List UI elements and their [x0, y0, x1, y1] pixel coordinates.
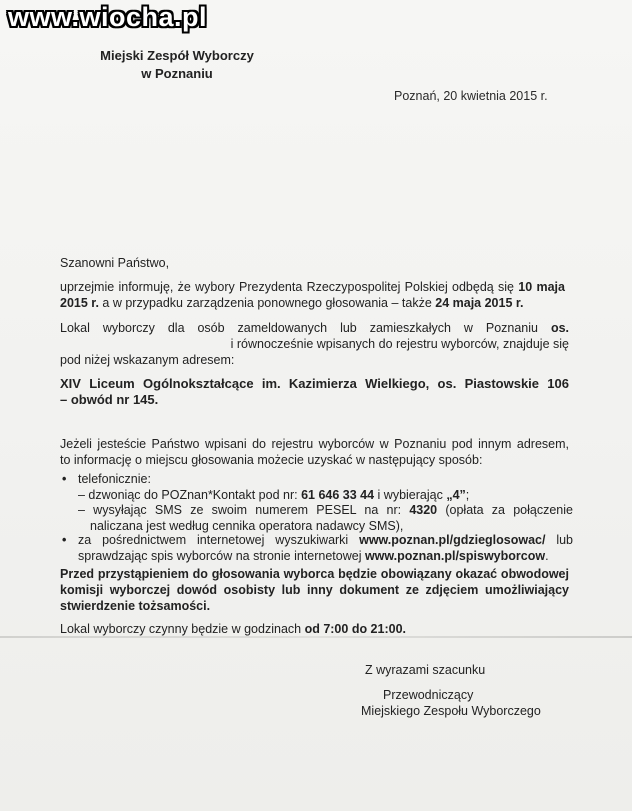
- phone-sms-option: – wysyłając SMS ze swoim numerem PESEL na nr: 4320 (opłata za połączenie: [78, 503, 573, 517]
- closing-regards: Z wyrazami szacunku: [365, 663, 486, 677]
- para2-line-3: pod niżej wskazanym adresem:: [60, 353, 235, 367]
- signatory-title: Przewodniczący: [383, 688, 474, 702]
- paragraph-other-address: [60, 436, 569, 468]
- paragraph-polling-station: [60, 320, 569, 368]
- opening-hours: Lokal wyborczy czynny będzie w godzinach od 7:00 do 21:00.: [60, 622, 407, 636]
- link-spiswyborcow: www.poznan.pl/spiswyborcow: [364, 548, 546, 563]
- paragraph-election-dates: [60, 279, 565, 311]
- para3-line-2: to informację o miejscu głosowania możecie uzyskać w następujący sposób:: [60, 453, 483, 467]
- greeting: Szanowni Państwo,: [60, 256, 170, 270]
- list-item-phone: [62, 472, 573, 534]
- internet-line-2: sprawdzając spis wyborców na stronie internetowej www.poznan.pl/spiswyborcow.: [78, 548, 549, 563]
- phone-heading: telefonicznie:: [78, 472, 151, 486]
- sender-organization: [62, 47, 292, 83]
- phone-call-option: – dzwoniąc do POZnan*Kontakt pod nr: 61 646 33 44 i wybierając „4”;: [78, 487, 470, 502]
- internet-line-1: za pośrednictwem internetowej wyszukiwarki www.poznan.pl/gdzieglosowac/ lub: [78, 533, 574, 547]
- org-line-1: Miejski Zespół Wyborczy: [100, 48, 254, 63]
- signatory-organization: Miejskiego Zespołu Wyborczego: [361, 704, 541, 718]
- address-line-1: XIV Liceum Ogólnokształcące im. Kazimierza Wielkiego, os. Piastowskie 106: [60, 376, 569, 391]
- para3-line-1: Jeżeli jesteście Państwo wpisani do rejestru wyborców w Poznaniu pod innym adresem,: [60, 437, 569, 451]
- para1-line-1: uprzejmie informuję, że wybory Prezydenta Rzeczypospolitej Polskiej odbędą się 10 maja: [60, 280, 565, 294]
- address-line-2: – obwód nr 145.: [60, 392, 159, 407]
- site-watermark: www.wiocha.pl: [8, 2, 208, 32]
- bullet-icon: •: [62, 533, 67, 547]
- para1-line-2: 2015 r. a w przypadku zarządzenia ponownego głosowania – także 24 maja 2015 r.: [60, 296, 524, 310]
- id-notice: [60, 566, 569, 614]
- org-line-2: w Poznaniu: [141, 66, 213, 81]
- bullet-icon: •: [62, 472, 67, 486]
- notice-line-3: stwierdzenie tożsamości.: [60, 599, 211, 613]
- para2-line-2: i równocześnie wpisanych do rejestru wyborców, znajduje się: [230, 337, 569, 351]
- notice-line-1: Przed przystąpieniem do głosowania wyborca będzie obowiązany okazać obwodowej: [60, 567, 569, 581]
- link-gdzieglosowac: www.poznan.pl/gdzieglosowac/: [359, 533, 546, 547]
- polling-address: [60, 376, 569, 408]
- notice-line-2: komisji wyborczej dowód osobisty lub inny dokument ze zdjęciem umożliwiający: [60, 583, 569, 597]
- phone-sms-note: naliczana jest według cennika operatora nadawcy SMS),: [90, 518, 404, 533]
- letter-date: Poznań, 20 kwietnia 2015 r.: [394, 89, 548, 103]
- list-item-internet: [62, 533, 574, 564]
- para2-line-1: Lokal wyborczy dla osób zameldowanych lub zamieszkałych w Poznaniu os.: [60, 321, 569, 335]
